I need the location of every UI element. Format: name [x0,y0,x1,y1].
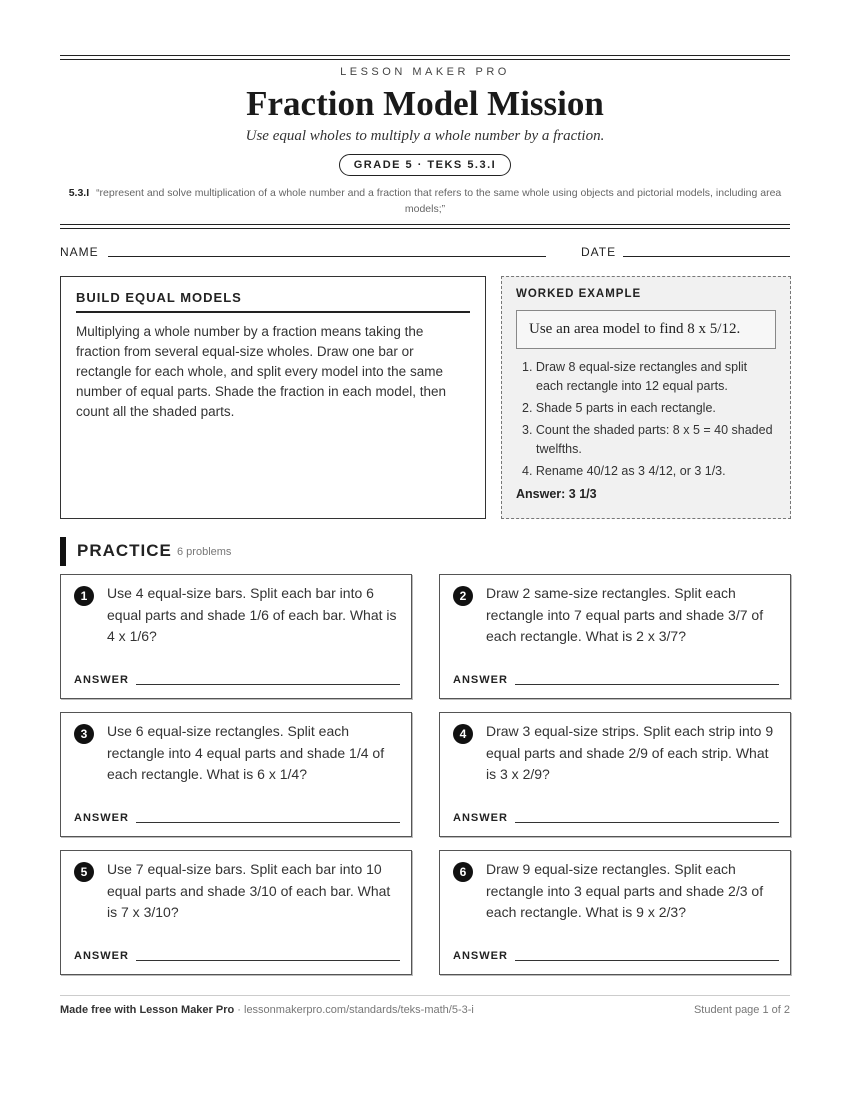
grade-badge: GRADE 5 · TEKS 5.3.I [339,154,511,176]
problem-number-badge: 2 [453,586,473,606]
answer-line[interactable] [136,822,400,823]
worked-example-box [501,276,791,519]
top-double-rule [60,55,790,60]
problem-text: Use 7 equal-size bars. Split each bar into 10 equal parts and shade 3/10 of each bar. What is 7 x 3/10? [107,861,391,920]
answer-line[interactable] [136,684,400,685]
answer-label: ANSWER [74,950,129,962]
build-equal-models-box [60,276,486,519]
practice-label: PRACTICE [77,541,172,560]
answer-label: ANSWER [453,950,508,962]
name-date-row [60,245,790,259]
page-subtitle: Use equal wholes to multiply a whole number by a fraction. [245,128,605,144]
answer-label: ANSWER [453,674,508,686]
problem-number-badge: 3 [74,724,94,744]
standard-code: 5.3.I [68,187,90,199]
build-title: BUILD EQUAL MODELS [76,290,470,313]
answer-label: ANSWER [453,812,508,824]
problem-number-badge: 6 [453,862,473,882]
practice-heading [60,537,460,566]
answer-label: ANSWER [74,674,129,686]
worked-example-prompt: Use an area model to find 8 x 5/12. [516,310,776,349]
problem-text: Draw 3 equal-size strips. Split each strip into 9 equal parts and shade 2/9 of each strip. What is 3 x 2/9? [486,723,774,782]
example-step: 4. Rename 40/12 as 3 4/12, or 3 1/3. [522,464,726,478]
standard-description [65,185,785,217]
problem-text: Use 4 equal-size bars. Split each bar into 6 equal parts and shade 1/6 of each bar. What is 4 x 1/6? [107,585,397,644]
build-body: Multiplying a whole number by a fraction means taking the fraction from several equal-size wholes. Draw one bar or rectangle for each whole, and split every model into the same number of equal parts. Shade the fraction in each model, then count all the shaded parts. [76,324,446,419]
practice-problem-3 [60,712,412,837]
answer-line[interactable] [136,960,400,961]
name-label: NAME [60,245,99,259]
practice-count: 6 problems [177,546,232,558]
practice-accent-bar [60,537,66,566]
footer-made-with: Made free with Lesson Maker Pro [60,1004,235,1016]
answer-line[interactable] [515,822,779,823]
name-field-line[interactable] [108,256,546,257]
practice-problem-4 [439,712,791,837]
problem-text: Draw 2 same-size rectangles. Split each rectangle into 7 equal parts and shade 3/7 of each rectangle. What is 2 x 3/7? [486,585,764,644]
footer-page-number: Student page 1 of 2 [693,1004,790,1016]
footer-rule [60,995,790,996]
worked-example-title: WORKED EXAMPLE [516,288,642,300]
footer [60,1004,790,1016]
practice-problem-6 [439,850,791,975]
answer-label: ANSWER [74,812,129,824]
date-field-line[interactable] [623,256,790,257]
example-step: 2. Shade 5 parts in each rectangle. [522,401,716,415]
problem-text: Draw 9 equal-size rectangles. Split each rectangle into 3 equal parts and shade 2/3 of each rectangle. What is 9 x 2/3? [486,861,764,920]
date-label: DATE [581,245,617,259]
worked-example-answer: Answer: 3 1/3 [516,487,597,501]
practice-problem-1 [60,574,412,699]
problem-number-badge: 5 [74,862,94,882]
standard-text: “represent and solve multiplication of a whole number and a fraction that refers to the same whole using objects and pictorial models, including area models;” [96,187,782,215]
problem-number-badge: 4 [453,724,473,744]
footer-url[interactable]: · lessonmakerpro.com/standards/teks-math/5-3-i [234,1004,474,1016]
example-step: 1. Draw 8 equal-size rectangles and split each rectangle into 12 equal parts. [522,360,748,393]
header-double-rule [60,224,790,229]
practice-problem-5 [60,850,412,975]
example-step: 3. Count the shaded parts: 8 x 5 = 40 shaded twelfths. [522,423,773,456]
problem-text: Use 6 equal-size rectangles. Split each rectangle into 4 equal parts and shade 1/4 of each rectangle. What is 6 x 1/4? [107,723,385,782]
brand-label: LESSON MAKER PRO [340,66,510,78]
worked-example-steps [516,358,776,481]
header [60,66,790,217]
page-title: Fraction Model Mission [246,84,604,123]
answer-line[interactable] [515,684,779,685]
problem-number-badge: 1 [74,586,94,606]
answer-line[interactable] [515,960,779,961]
practice-problem-2 [439,574,791,699]
